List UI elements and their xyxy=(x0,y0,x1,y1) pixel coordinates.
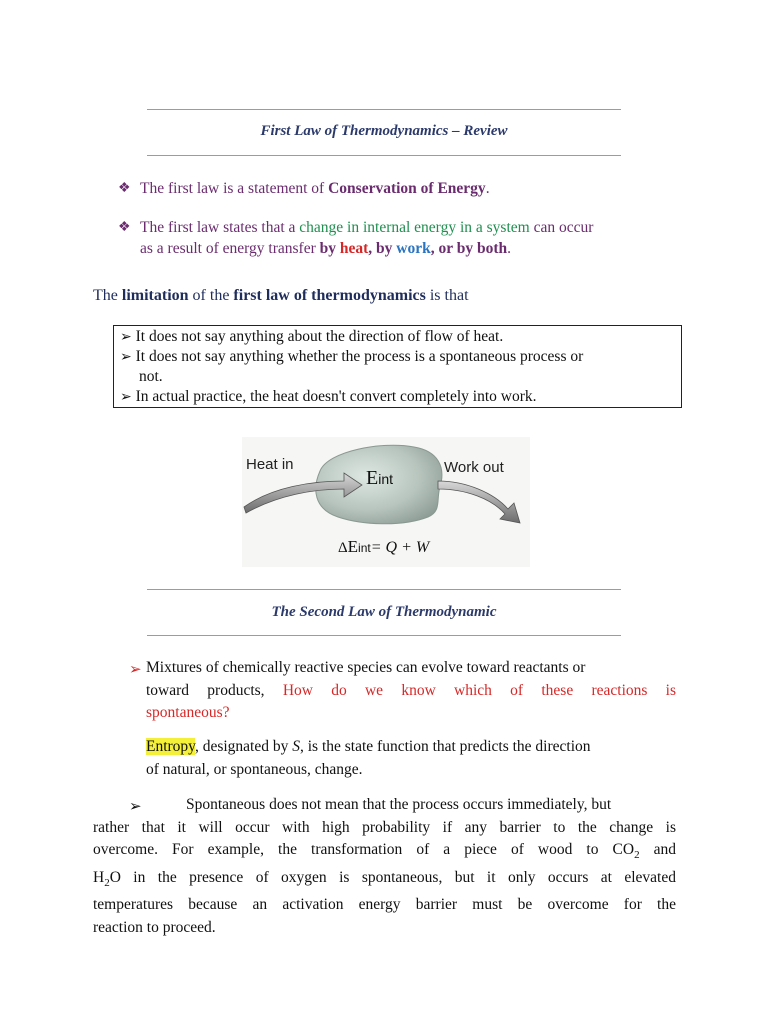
arrowhead-bullet-icon: ➢ xyxy=(129,799,142,815)
box-item: ➢ In actual practice, the heat doesn't convert completely into work. xyxy=(120,388,537,405)
work-out-label: Work out xyxy=(444,459,504,476)
box-item: ➢ It does not say anything whether the process is a spontaneous process or xyxy=(120,348,584,365)
entropy-paragraph: Entropy, designated by S, is the state function that predicts the direction of natural, or spontaneous, change. xyxy=(146,738,591,778)
section2-title: The Second Law of Thermodynamic xyxy=(271,604,497,620)
work-out-arrow xyxy=(438,481,520,523)
bullet-conservation: The first law is a statement of Conservation of Energy. xyxy=(140,180,490,197)
box-item: ➢ It does not say anything about the direction of flow of heat. xyxy=(120,328,504,345)
title-rule-bottom xyxy=(147,155,621,156)
diamond-bullet-icon: ❖ xyxy=(118,220,131,235)
top-rule xyxy=(147,109,621,110)
section2-rule-top xyxy=(147,589,621,590)
section1-title: First Law of Thermodynamics – Review xyxy=(260,123,508,139)
diamond-bullet-icon: ❖ xyxy=(118,181,131,196)
arrowhead-bullet-icon: ➢ xyxy=(120,330,132,345)
entropy-highlight: Entropy xyxy=(146,738,195,755)
internal-energy-phrase: change in internal energy in a system xyxy=(299,219,530,236)
arrowhead-bullet-icon: ➢ xyxy=(129,662,142,678)
box-item-continued: not. xyxy=(139,368,163,385)
energy-diagram xyxy=(242,437,530,567)
bullet-internal-energy: The first law states that a change in internal energy in a system can occur xyxy=(140,219,594,236)
spontaneity-question: How do we know which of these reactions is xyxy=(282,681,677,699)
reactive-species-paragraph: Mixtures of chemically reactive species can evolve toward reactants or toward products, How do we know which of these reactions is spontaneous? xyxy=(146,659,677,721)
heat-in-label: Heat in xyxy=(246,456,294,473)
work-word: work xyxy=(396,240,431,257)
limitation-sentence: The limitation of the first law of thermodynamics is that xyxy=(93,287,469,304)
section2-rule-bottom xyxy=(147,635,621,636)
arrowhead-bullet-icon: ➢ xyxy=(120,350,132,365)
spontaneous-paragraph: Spontaneous does not mean that the process occurs immediately, but rather that it will occur with high probability if any barrier to the change is overcome. For example, the transformation of a piece of wood to $CO_2$ and $H_2O$ in the presence of oxygen is spontaneous, but it only occurs at elevated temperatures because an activation energy barrier must be overcome for the reaction to proceed. xyxy=(93,796,676,936)
conservation-bold: Conservation of Energy xyxy=(328,180,486,197)
heat-word: heat xyxy=(339,240,369,257)
e-int-label: Eint xyxy=(366,467,394,489)
arrowhead-bullet-icon: ➢ xyxy=(120,390,132,405)
limitations-box xyxy=(113,325,682,408)
bullet-internal-energy-line2: as a result of energy transfer by heat, by work, or by both. xyxy=(140,240,511,257)
energy-equation: ΔEint= Q + W xyxy=(338,537,430,556)
